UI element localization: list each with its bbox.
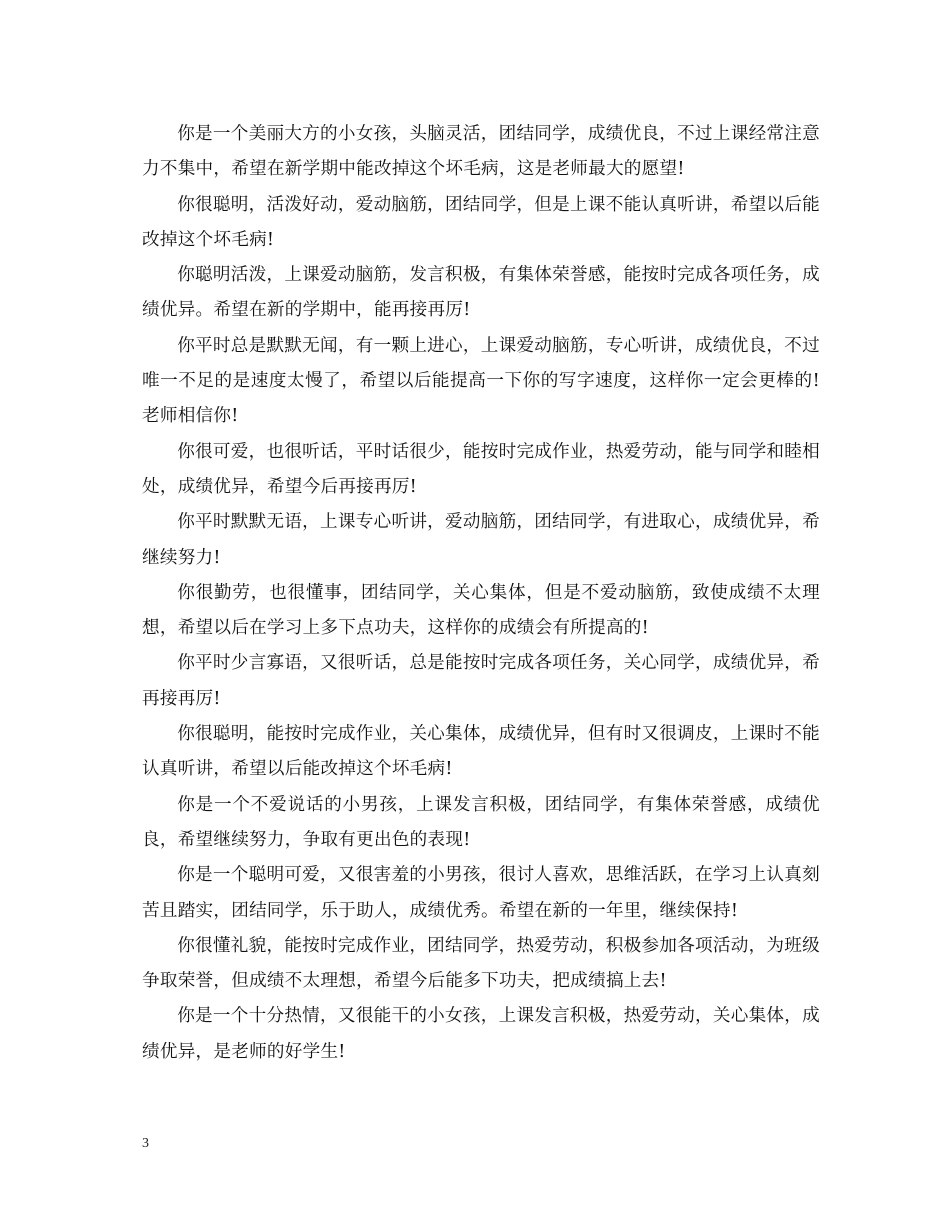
comment-paragraph-12: 你很懂礼貌，能按时完成作业，团结同学，热爱劳动，积极参加各项活动，为班级争取荣誉，但成绩不太理想，希望今后能多下功夫，把成绩搞上去! [142, 935, 820, 992]
comment-paragraph-11: 你是一个聪明可爱，又很害羞的小男孩，很讨人喜欢，思维活跃，在学习上认真刻苦且踏实，团结同学，乐于助人，成绩优秀。希望在新的一年里，继续保持! [142, 865, 820, 921]
comment-paragraph-6: 你平时默默无语，上课专心听讲，爱动脑筋，团结同学，有进取心，成绩优异，希继续努力! [142, 512, 820, 568]
comment-paragraph-4: 你平时总是默默无闻，有一颗上进心，上课爱动脑筋，专心听讲，成绩优良，不过唯一不足的是速度太慢了，希望以后能提高一下你的写字速度，这样你一定会更棒的!老师相信你! [142, 335, 820, 427]
comment-paragraph-3: 你聪明活泼，上课爱动脑筋，发言积极，有集体荣誉感，能按时完成各项任务，成绩优异。希望在新的学期中，能再接再厉! [142, 265, 820, 321]
comment-paragraph-10: 你是一个不爱说话的小男孩，上课发言积极，团结同学，有集体荣誉感，成绩优良，希望继续努力，争取有更出色的表现! [142, 794, 820, 850]
comment-paragraph-2: 你很聪明，活泼好动，爱动脑筋，团结同学，但是上课不能认真听讲，希望以后能改掉这个坏毛病! [142, 194, 820, 250]
page-number: 3 [142, 1136, 149, 1151]
comment-paragraph-13: 你是一个十分热情，又很能干的小女孩，上课发言积极，热爱劳动，关心集体，成绩优异，是老师的好学生! [142, 1006, 820, 1062]
document-body [142, 117, 820, 1070]
comment-paragraph-5: 你很可爱，也很听话，平时话很少，能按时完成作业，热爱劳动，能与同学和睦相处，成绩优异，希望今后再接再厉! [142, 441, 820, 497]
comment-paragraph-8: 你平时少言寡语，又很听话，总是能按时完成各项任务，关心同学，成绩优异，希再接再厉! [142, 653, 820, 709]
comment-paragraph-9: 你很聪明，能按时完成作业，关心集体，成绩优异，但有时又很调皮，上课时不能认真听讲，希望以后能改掉这个坏毛病! [142, 724, 820, 780]
comment-paragraph-7: 你很勤劳，也很懂事，团结同学，关心集体，但是不爱动脑筋，致使成绩不太理想，希望以后在学习上多下点功夫，这样你的成绩会有所提高的! [142, 582, 820, 639]
comment-paragraph-1: 你是一个美丽大方的小女孩，头脑灵活，团结同学，成绩优良，不过上课经常注意力不集中，希望在新学期中能改掉这个坏毛病，这是老师最大的愿望! [142, 124, 820, 180]
